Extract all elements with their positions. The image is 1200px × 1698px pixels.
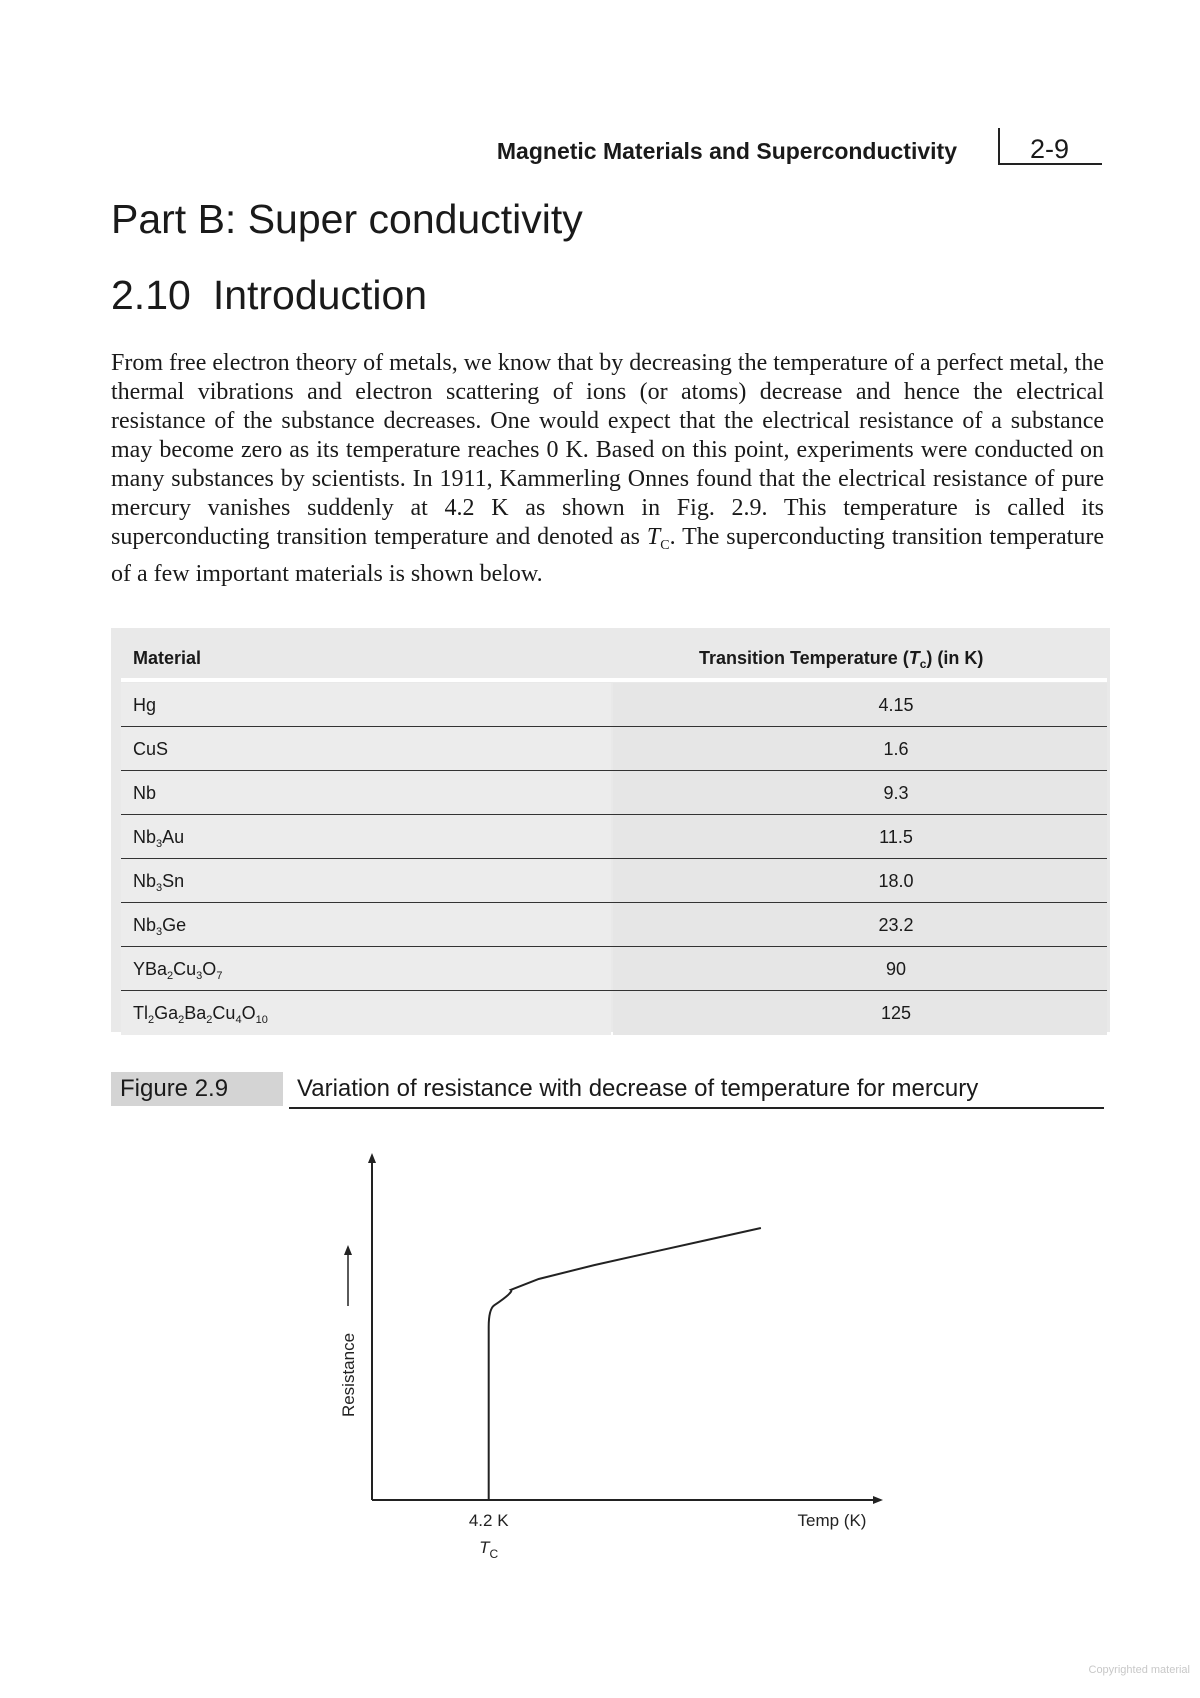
formula-part: Nb <box>133 783 157 803</box>
formula-subscript: 4 <box>235 1014 242 1026</box>
tc-subscript: C <box>660 538 670 553</box>
formula-subscript: 10 <box>255 1014 268 1026</box>
formula-subscript: 3 <box>156 882 163 894</box>
table-cell-tc: 1.6 <box>883 739 909 759</box>
formula-part: Hg <box>133 695 157 715</box>
section-title: Introduction <box>212 272 428 318</box>
header-temp-subscript: c <box>919 657 927 671</box>
formula-subscript: 7 <box>216 970 223 982</box>
running-title: Magnetic Materials and Superconductivity <box>496 138 957 164</box>
x-tick-label: 4.2 K <box>468 1511 509 1530</box>
paragraph-text-after: . The superconducting transition temperature of a few important materials is shown below. <box>111 524 1104 587</box>
formula-part: O <box>241 1003 256 1023</box>
figure-label: Figure 2.9 <box>111 1072 283 1106</box>
table-cell-tc: 18.0 <box>878 871 914 891</box>
formula-part: Tl <box>133 1003 148 1023</box>
header-temp-prefix: Transition Temperature ( <box>699 648 909 668</box>
formula-part: Au <box>162 827 185 847</box>
formula-part: Cu <box>212 1003 236 1023</box>
section-number: 2.10 <box>111 272 191 318</box>
formula-subscript: 3 <box>196 970 203 982</box>
table-cell-tc: 23.2 <box>878 915 914 935</box>
table-cell-tc: 4.15 <box>878 695 914 715</box>
formula-part: Ge <box>162 915 187 935</box>
formula-part: O <box>202 959 217 979</box>
formula-subscript: 2 <box>178 1014 185 1026</box>
header-temp-suffix: ) (in K) <box>926 648 984 668</box>
copyright-note: Copyrighted material <box>1088 1664 1190 1676</box>
formula-part: Cu <box>173 959 197 979</box>
formula-part: Nb <box>133 827 157 847</box>
part-heading: Part B: Super conductivity <box>111 196 583 242</box>
table-cell-tc: 9.3 <box>883 783 909 803</box>
page-number: 2-9 <box>1030 134 1070 164</box>
x-tick-tc-label <box>479 1538 498 1561</box>
formula-part: Sn <box>162 871 185 891</box>
formula-subscript: 3 <box>156 926 163 938</box>
header-temp-symbol: T <box>908 648 920 668</box>
paragraph-text-before: From free electron theory of metals, we know that by decreasing the temperature of a perfect metal, the thermal vibrations and electron scattering of ions (or atoms) decrease and hence the electrical resistance of the substance decreases. One would expect that the electrical resistance of a substance may become zero as its temperature reaches 0 K. Based on this point, experiments were conducted on many substances by scientists. In 1911, Kammerling Onnes found that the electrical resistance of pure mercury vanishes suddenly at 4.2 K as shown in Fig. 2.9. This temperature is called its superconducting transition temperature and denoted as <box>111 350 1104 550</box>
column-header-material: Material <box>133 648 202 668</box>
formula-part: Ba <box>184 1003 207 1023</box>
table-cell-tc: 90 <box>885 959 907 979</box>
formula-subscript: 2 <box>148 1014 155 1026</box>
figure-title: Variation of resistance with decrease of temperature for mercury <box>297 1075 979 1102</box>
formula-part: CuS <box>133 739 169 759</box>
formula-subscript: 2 <box>167 970 174 982</box>
formula-part: Nb <box>133 871 157 891</box>
x-tick-tc-subscript: C <box>489 1547 499 1561</box>
formula-part: YBa <box>133 959 168 979</box>
formula-subscript: 3 <box>156 838 163 850</box>
formula-subscript: 2 <box>206 1014 213 1026</box>
table-cell-tc: 125 <box>880 1003 912 1023</box>
x-axis-label: Temp (K) <box>797 1511 867 1530</box>
y-axis-label: Resistance <box>339 1332 358 1418</box>
formula-part: Nb <box>133 915 157 935</box>
formula-part: Ga <box>154 1003 179 1023</box>
table-cell-tc: 11.5 <box>879 827 913 847</box>
x-tick-tc-symbol: T <box>479 1538 490 1557</box>
tc-symbol: T <box>646 524 661 550</box>
series-line <box>489 1228 761 1500</box>
